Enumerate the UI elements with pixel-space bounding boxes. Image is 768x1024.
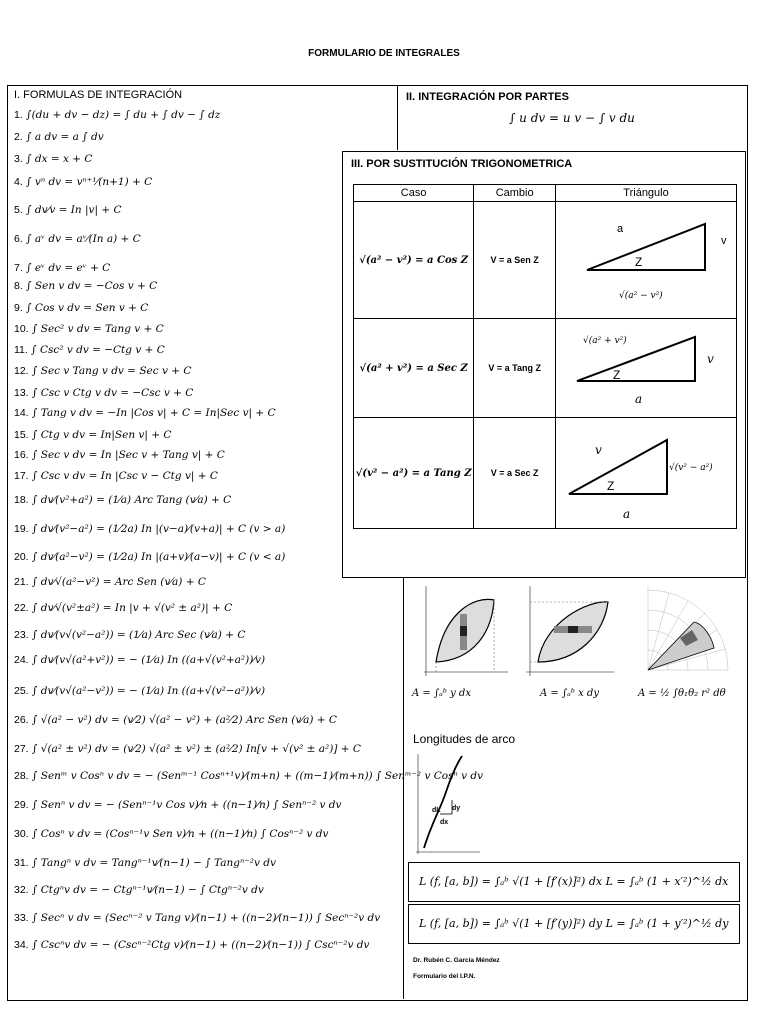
formula-text: ∫ vⁿ dv = vⁿ⁺¹⁄(n+1) + C — [26, 176, 153, 188]
caso-2: √(a² + v²) = a Sec Z — [354, 319, 474, 418]
formula-text: ∫ Sen v dv = −Cos v + C — [26, 280, 158, 292]
triangle-1 — [556, 202, 737, 319]
formula-10 — [14, 322, 164, 336]
formula-text: ∫ Cscⁿv dv = − (Cscⁿ⁻²Ctg v)⁄(n−1) + ((n−2)⁄(n−1)) ∫ Cscⁿ⁻²v dv — [31, 939, 370, 951]
section3-trig-substitution — [342, 151, 746, 578]
formula-29 — [14, 798, 341, 812]
formula-number: 33. — [14, 912, 29, 924]
formula-number: 3. — [14, 153, 23, 165]
formula-21 — [14, 575, 206, 589]
formula-number: 24. — [14, 654, 29, 666]
triangle-2-opp: v — [707, 352, 714, 366]
formula-16 — [14, 448, 225, 462]
cambio-1: V = a Sen Z — [474, 202, 556, 319]
formula-number: 8. — [14, 280, 23, 292]
triangle-3 — [556, 418, 737, 529]
formula-text: ∫(du + dv − dz) = ∫ du + ∫ dv − ∫ dz — [26, 109, 221, 121]
triangle-1-hyp: a — [617, 223, 624, 235]
formula-19 — [14, 522, 285, 536]
formula-text: ∫ √(a² − v²) dv = (v⁄2) √(a² − v²) + (a²⁄2) Arc Sen (v⁄a) + C — [31, 714, 337, 726]
formula-9 — [14, 301, 148, 315]
formula-number: 16. — [14, 449, 29, 461]
formula-text: ∫ Senⁿ v dv = − (Senⁿ⁻¹v Cos v)⁄n + ((n−1)⁄n) ∫ Senⁿ⁻² v dv — [31, 799, 342, 811]
author-credit: Dr. Rubén C. García Méndez — [413, 957, 500, 964]
formula-30 — [14, 827, 328, 841]
formula-34 — [14, 938, 369, 952]
formula-text: ∫ Ctg v dv = In|Sen v| + C — [31, 429, 172, 441]
arc-dl-label: dL — [432, 807, 441, 814]
formula-number: 31. — [14, 857, 29, 869]
area-dy-diagram — [518, 582, 618, 682]
arc-dy-label: dy — [452, 805, 461, 812]
column-divider — [403, 577, 404, 999]
formula-2 — [14, 130, 104, 144]
formula-text: ∫ Cosⁿ v dv = (Cosⁿ⁻¹v Sen v)⁄n + ((n−1)⁄n) ∫ Cosⁿ⁻² v dv — [31, 828, 329, 840]
formula-number: 4. — [14, 176, 23, 188]
trig-table — [353, 184, 737, 529]
area-dx-formula: A = ∫ₐᵇ y dx — [412, 688, 471, 699]
formula-number: 17. — [14, 470, 29, 482]
arc-length-y-formula: L (f, [a, b]) = ∫ₐᵇ √(1 + [f′(y)]²) dy L = ∫ₐᵇ (1 + y′²)^½ dy — [408, 904, 740, 944]
triangle-3-adj: a — [623, 507, 631, 521]
formula-5 — [14, 203, 122, 217]
formula-text: ∫ Sec² v dv = Tang v + C — [31, 323, 164, 335]
formula-1 — [14, 108, 220, 122]
formula-number: 34. — [14, 939, 29, 951]
triangle-2-hyp: √(a² + v²) — [583, 336, 627, 346]
formula-text: ∫ dv⁄(a²−v²) = (1⁄2a) In |(a+v)⁄(a−v)| + C (v < a) — [31, 551, 286, 563]
formula-number: 23. — [14, 629, 29, 641]
formula-text: ∫ a dv = a ∫ dv — [26, 131, 104, 143]
formula-text: ∫ Sec v Tang v dv = Sec v + C — [31, 365, 192, 377]
area-dy-formula: A = ∫ₐᵇ x dy — [540, 688, 599, 699]
triangle-3-diagram — [557, 418, 735, 524]
formula-number: 32. — [14, 884, 29, 896]
formula-number: 26. — [14, 714, 29, 726]
formula-number: 5. — [14, 204, 23, 216]
caso-3: √(v² − a²) = a Tang Z — [354, 418, 474, 529]
formula-number: 22. — [14, 602, 29, 614]
formula-11 — [14, 343, 165, 357]
triangle-1-opp: v — [721, 235, 727, 247]
triangle-1-angle: Z — [635, 255, 643, 269]
formula-number: 1. — [14, 109, 23, 121]
formula-text: ∫ Sec v dv = In |Sec v + Tang v| + C — [31, 449, 225, 461]
formula-18 — [14, 493, 231, 507]
formula-number: 9. — [14, 302, 23, 314]
formula-17 — [14, 469, 218, 483]
arc-length-x-formula: L (f, [a, b]) = ∫ₐᵇ √(1 + [f′(x)]²) dx L = ∫ₐᵇ (1 + x′²)^½ dx — [408, 862, 740, 902]
section2-parts — [397, 85, 746, 150]
formula-number: 28. — [14, 770, 29, 782]
triangle-2-diagram — [557, 319, 735, 413]
formula-number: 14. — [14, 407, 29, 419]
formula-text: ∫ Ctgⁿv dv = − Ctgⁿ⁻¹v⁄(n−1) − ∫ Ctgⁿ⁻²v dv — [31, 884, 264, 896]
formula-number: 25. — [14, 685, 29, 697]
caso-1: √(a² − v²) = a Cos Z — [354, 202, 474, 319]
formula-6 — [14, 232, 141, 246]
formula-number: 29. — [14, 799, 29, 811]
triangle-2-angle: Z — [613, 368, 621, 382]
area-polar-formula: A = ½ ∫θ₁θ₂ r² dθ — [638, 688, 726, 699]
cambio-3: V = a Sec Z — [474, 418, 556, 529]
header-triangulo: Triángulo — [556, 185, 737, 202]
formula-12 — [14, 364, 191, 378]
page-title: FORMULARIO DE INTEGRALES — [308, 48, 460, 59]
section2-title: II. INTEGRACIÓN POR PARTES — [406, 91, 569, 103]
section3-title: III. POR SUSTITUCIÓN TRIGONOMETRICA — [351, 158, 573, 170]
arc-dx-label: dx — [440, 819, 449, 826]
formula-26 — [14, 713, 337, 727]
arc-length-diagram — [410, 752, 490, 856]
parts-formula: ∫ u dv = u v − ∫ v du — [509, 111, 635, 125]
formula-14 — [14, 406, 276, 420]
formula-text: ∫ dv⁄(v√(a²+v²)) = − (1⁄a) In ((a+√(v²+a²))⁄v) — [31, 654, 266, 666]
formula-number: 7. — [14, 262, 23, 274]
triangle-3-angle: Z — [607, 479, 615, 493]
triangle-2 — [556, 319, 737, 418]
triangle-1-adj: √(a² − v²) — [619, 291, 663, 301]
formula-text: ∫ dv⁄v = In |v| + C — [26, 204, 122, 216]
formula-number: 21. — [14, 576, 29, 588]
formula-number: 20. — [14, 551, 29, 563]
formula-text: ∫ eᵛ dv = eᵛ + C — [26, 262, 111, 274]
source-credit: Formulario del I.P.N. — [413, 973, 476, 980]
triangle-2-adj: a — [635, 392, 643, 406]
formula-24 — [14, 653, 265, 667]
triangle-3-opp: √(v² − a²) — [669, 463, 713, 473]
formula-text: ∫ dv⁄(v²+a²) = (1⁄a) Arc Tang (v⁄a) + C — [31, 494, 232, 506]
formula-13 — [14, 386, 193, 400]
formula-number: 30. — [14, 828, 29, 840]
formula-number: 19. — [14, 523, 29, 535]
formula-27 — [14, 742, 361, 756]
formula-text: ∫ aᵛ dv = aᵛ⁄(In a) + C — [26, 233, 141, 245]
formula-text: ∫ dv⁄(v²−a²) = (1⁄2a) In |(v−a)⁄(v+a)| + C (v > a) — [31, 523, 286, 535]
formula-4 — [14, 175, 152, 189]
formula-text: ∫ Secⁿ v dv = (Secⁿ⁻² v Tang v)⁄(n−1) + ((n−2)⁄(n−1)) ∫ Secⁿ⁻²v dv — [31, 912, 381, 924]
formula-text: ∫ Cos v dv = Sen v + C — [26, 302, 149, 314]
formula-20 — [14, 550, 285, 564]
section1-title: I. FORMULAS DE INTEGRACIÓN — [14, 89, 183, 101]
formula-15 — [14, 428, 171, 442]
triangle-1-diagram — [557, 202, 735, 314]
formula-25 — [14, 684, 265, 698]
formula-text: ∫ dv⁄√(a²−v²) = Arc Sen (v⁄a) + C — [31, 576, 206, 588]
formula-7 — [14, 261, 110, 275]
formula-text: ∫ dv⁄√(v²±a²) = In |v + √(v² ± a²)| + C — [31, 602, 233, 614]
formula-text: ∫ √(a² ± v²) dv = (v⁄2) √(a² ± v²) ± (a²⁄2) In[v + √(v² ± a²)] + C — [31, 743, 361, 755]
formula-22 — [14, 601, 232, 615]
formula-number: 27. — [14, 743, 29, 755]
formula-text: ∫ Csc² v dv = −Ctg v + C — [31, 344, 165, 356]
formula-text: ∫ Csc v Ctg v dv = −Csc v + C — [31, 387, 194, 399]
arc-length-title: Longitudes de arco — [413, 732, 516, 746]
formula-number: 15. — [14, 429, 29, 441]
formula-33 — [14, 911, 380, 925]
formula-31 — [14, 856, 276, 870]
formula-number: 6. — [14, 233, 23, 245]
formula-8 — [14, 279, 157, 293]
formula-text: ∫ Senᵐ v Cosⁿ v dv = − (Senᵐ⁻¹ Cosⁿ⁺¹v)⁄(m+n) + ((m−1)⁄(m+n)) ∫ Senᵐ⁻² v Cosⁿ v dv — [31, 770, 484, 782]
formula-text: ∫ dv⁄(v√(v²−a²)) = (1⁄a) Arc Sec (v⁄a) + C — [31, 629, 246, 641]
header-cambio: Cambio — [474, 185, 556, 202]
formula-number: 12. — [14, 365, 29, 377]
formula-text: ∫ Csc v dv = In |Csc v − Ctg v| + C — [31, 470, 218, 482]
formula-text: ∫ Tang v dv = −In |Cos v| + C = In|Sec v| + C — [31, 407, 276, 419]
formula-number: 10. — [14, 323, 29, 335]
formula-23 — [14, 628, 245, 642]
formula-text: ∫ Tangⁿ v dv = Tangⁿ⁻¹v⁄(n−1) − ∫ Tangⁿ⁻²v dv — [31, 857, 276, 869]
formula-text: ∫ dv⁄(v√(a²−v²)) = − (1⁄a) In ((a+√(v²−a²))⁄v) — [31, 685, 266, 697]
formula-32 — [14, 883, 264, 897]
triangle-3-hyp: v — [595, 443, 602, 457]
formula-number: 13. — [14, 387, 29, 399]
area-dx-diagram — [414, 582, 510, 682]
area-polar-diagram — [628, 582, 734, 682]
header-caso: Caso — [354, 185, 474, 202]
formula-text: ∫ dx = x + C — [26, 153, 93, 165]
formula-number: 2. — [14, 131, 23, 143]
cambio-2: V = a Tang Z — [474, 319, 556, 418]
formula-3 — [14, 152, 92, 166]
formula-number: 11. — [14, 344, 28, 356]
formula-number: 18. — [14, 494, 29, 506]
